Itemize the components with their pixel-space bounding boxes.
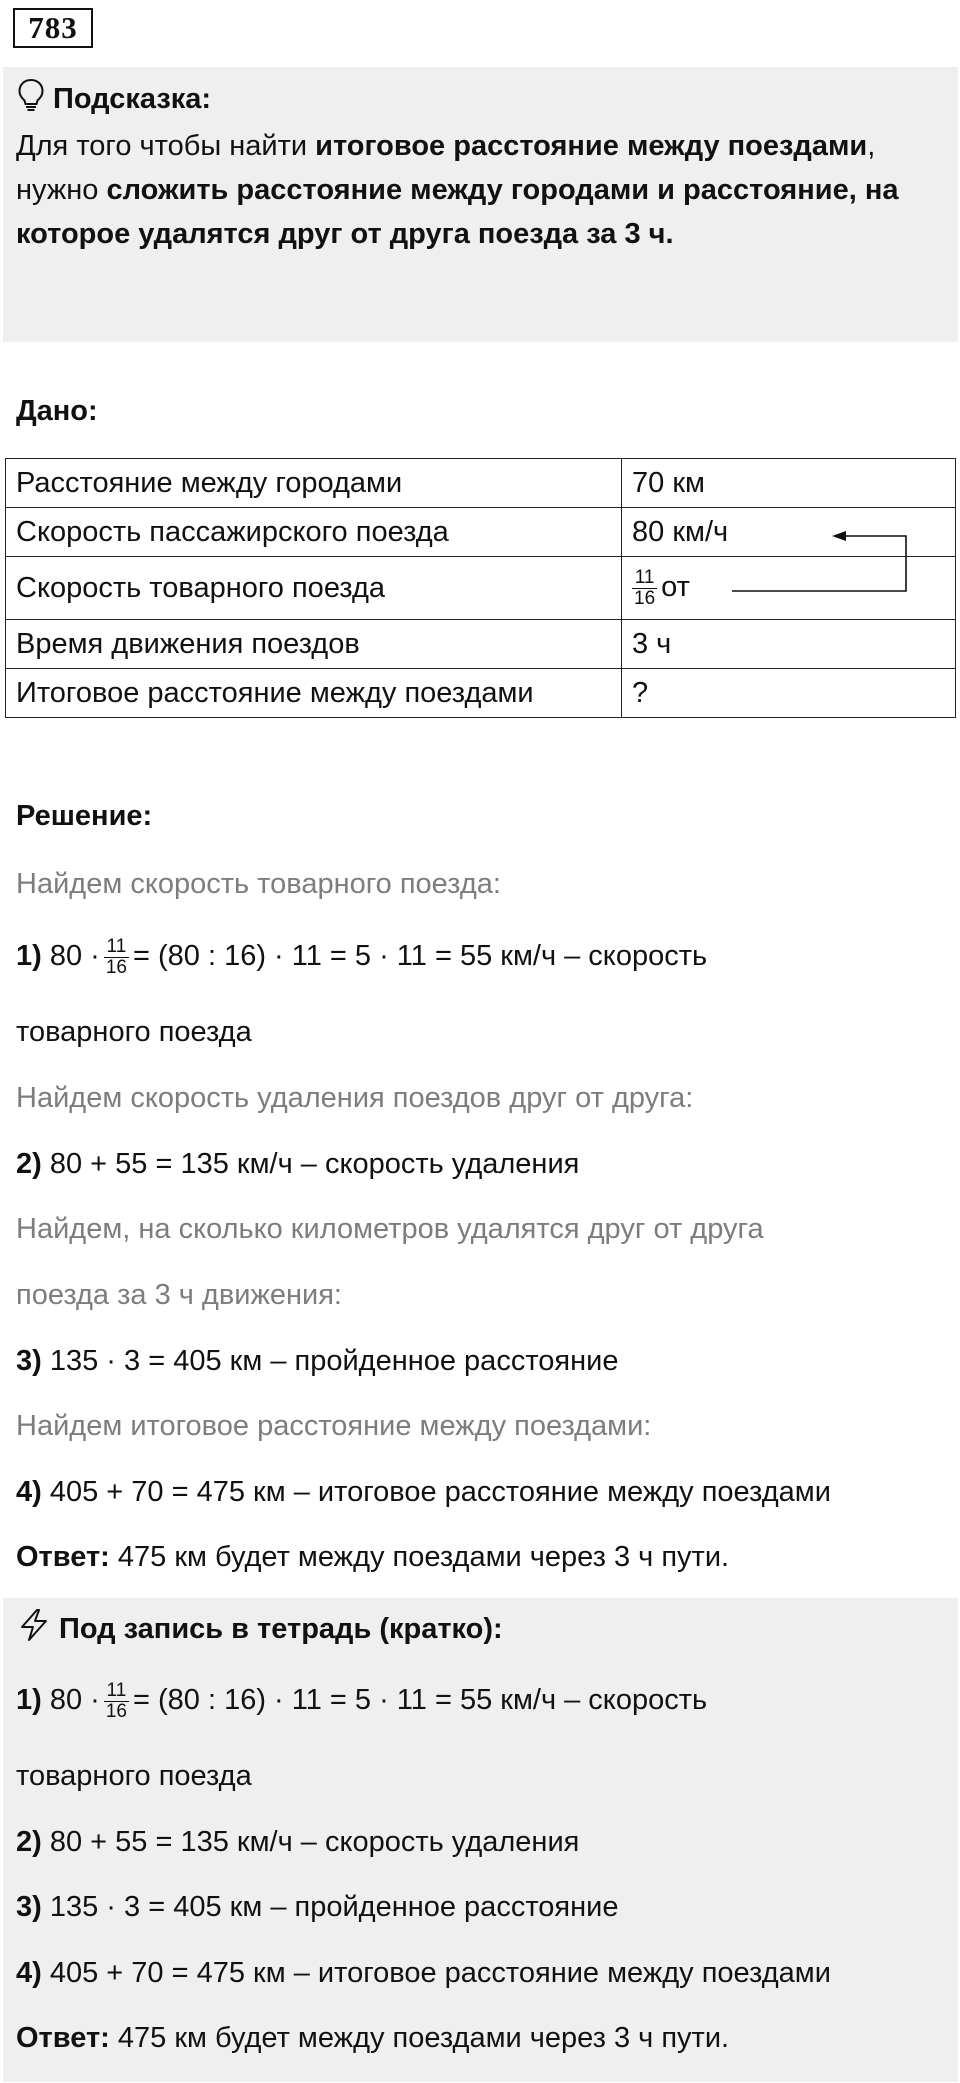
table-cell: $\frac{11}{16}$ от <box>622 557 956 620</box>
table-row <box>6 557 956 620</box>
table-cell: 70 км <box>622 459 956 508</box>
fraction: $\frac{11}{16}$ <box>105 936 127 978</box>
step-4: 4) 405 + 70 = 475 км – итоговое расстояние между поездами <box>16 1476 831 1508</box>
hint-title: Подсказка: <box>53 82 212 115</box>
brief-step-1-continuation: товарного поезда <box>16 1760 252 1792</box>
solution-title: Решение: <box>16 800 153 832</box>
table-row <box>6 508 956 557</box>
table-cell: Итоговое расстояние между поездами <box>6 669 622 718</box>
brief-step-1: 1) 80 · $\frac{11}{16}$ = (80 : 16) · 11 = 5 · 11 = 55 км/ч – скорость <box>16 1680 708 1722</box>
explanation-4: Найдем итоговое расстояние между поездами: <box>16 1410 652 1442</box>
table-row <box>6 620 956 669</box>
hint-header <box>17 78 211 120</box>
table-cell: ? <box>622 669 956 718</box>
brief-answer: Ответ: 475 км будет между поездами через 3 ч пути. <box>16 2022 730 2054</box>
explanation-1: Найдем скорость товарного поезда: <box>16 868 501 900</box>
table-row <box>6 669 956 718</box>
lightbulb-icon <box>17 78 45 120</box>
brief-title: Под запись в тетрадь (кратко): <box>59 1612 503 1645</box>
explanation-3b: поезда за 3 ч движения: <box>16 1279 342 1311</box>
given-table <box>5 458 956 718</box>
explanation-2: Найдем скорость удаления поездов друг от друга: <box>16 1082 694 1114</box>
brief-step-4: 4) 405 + 70 = 475 км – итоговое расстояние между поездами <box>16 1957 831 1989</box>
lightning-icon <box>17 1608 51 1650</box>
given-title: Дано: <box>16 395 98 427</box>
step-1: 1) 80 · $\frac{11}{16}$ = (80 : 16) · 11 = 5 · 11 = 55 км/ч – скорость <box>16 936 708 978</box>
fraction: $\frac{11}{16}$ <box>105 1680 127 1722</box>
table-cell: 3 ч <box>622 620 956 669</box>
step-3: 3) 135 · 3 = 405 км – пройденное расстояние <box>16 1345 619 1377</box>
table-row <box>6 459 956 508</box>
table-cell: Скорость товарного поезда <box>6 557 622 620</box>
fraction: $\frac{11}{16}$ <box>634 566 656 609</box>
brief-header <box>17 1608 503 1650</box>
task-number: 783 <box>13 8 93 48</box>
answer: Ответ: 475 км будет между поездами через 3 ч пути. <box>16 1541 730 1573</box>
brief-step-3: 3) 135 · 3 = 405 км – пройденное расстояние <box>16 1891 619 1923</box>
table-cell: Скорость пассажирского поезда <box>6 508 622 557</box>
step-2: 2) 80 + 55 = 135 км/ч – скорость удаления <box>16 1148 580 1180</box>
table-cell: Время движения поездов <box>6 620 622 669</box>
table-cell: Расстояние между городами <box>6 459 622 508</box>
explanation-3a: Найдем, на сколько километров удалятся друг от друга <box>16 1213 764 1245</box>
brief-step-2: 2) 80 + 55 = 135 км/ч – скорость удаления <box>16 1826 580 1858</box>
step-1-continuation: товарного поезда <box>16 1016 252 1048</box>
table-cell: 80 км/ч <box>622 508 956 557</box>
hint-text: Для того чтобы найти итоговое расстояние между поездами, нужно сложить расстояние между городами и расстояние, на которое удалятся друг от друга поезда за 3 ч. <box>16 130 899 250</box>
